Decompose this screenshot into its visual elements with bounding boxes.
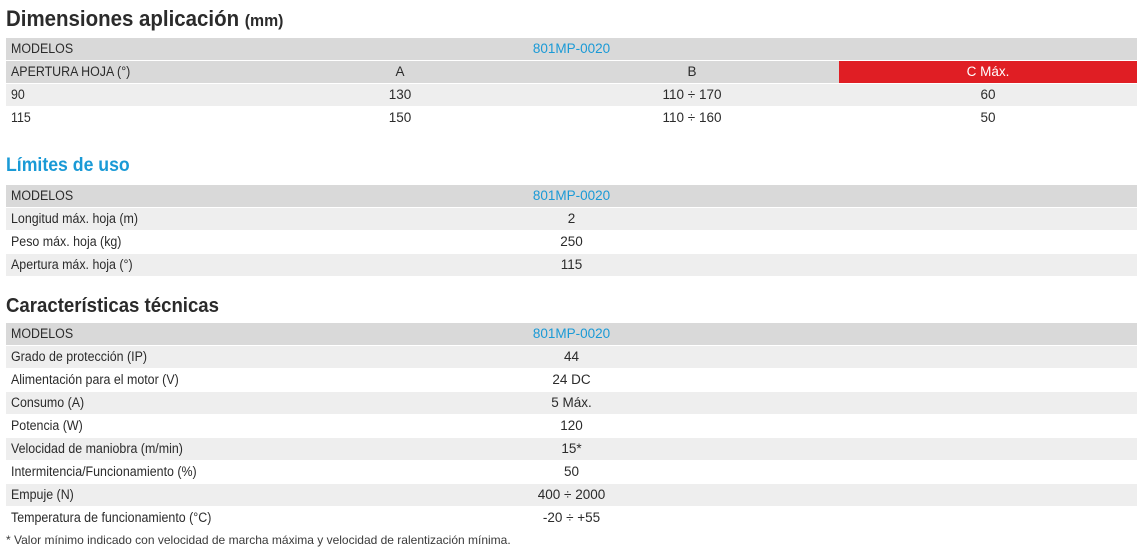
caracteristicas-row-6-value: 50: [563, 464, 580, 479]
dimensiones-row-1-b: 110 ÷ 170: [662, 87, 722, 102]
footnote: * Valor mínimo indicado con velocidad de marcha máxima y velocidad de ralentización mínima.: [6, 533, 511, 547]
caracteristicas-row-4-value: 120: [560, 418, 583, 433]
dimensiones-subheader-row: [6, 61, 1137, 83]
limites-header-row: [6, 185, 1137, 207]
limites-row-3-value: 115: [560, 257, 583, 272]
dimensiones-row-1-label: 90: [11, 87, 25, 102]
caracteristicas-row-5-value: 15*: [561, 441, 582, 456]
dimensiones-header-row: [6, 38, 1137, 60]
caracteristicas-row-1-value: 44: [563, 349, 580, 364]
limites-row-1: [6, 208, 1137, 230]
caracteristicas-row-3-label: Consumo (A): [11, 395, 85, 410]
dimensiones-col-a: A: [395, 64, 405, 79]
dimensiones-col-b: B: [687, 64, 697, 79]
dimensiones-row-2-b: 110 ÷ 160: [662, 110, 722, 125]
caracteristicas-row-7-value: 400 ÷ 2000: [537, 487, 606, 502]
caracteristicas-row-5: [6, 438, 1137, 460]
limites-header-model: 801MP-0020: [532, 188, 611, 203]
dimensiones-title-unit: (mm): [244, 11, 284, 30]
limites-row-2-value: 250: [560, 234, 583, 249]
dimensiones-title-text: Dimensiones aplicación: [6, 6, 240, 31]
caracteristicas-header-row: [6, 323, 1137, 345]
caracteristicas-row-4-label: Potencia (W): [11, 418, 83, 433]
caracteristicas-row-8-label: Temperatura de funcionamiento (°C): [11, 510, 212, 525]
limites-title: Límites de uso: [6, 155, 130, 176]
caracteristicas-row-4: [6, 415, 1137, 437]
caracteristicas-row-1: [6, 346, 1137, 368]
dimensiones-header-model: 801MP-0020: [532, 41, 611, 56]
limites-row-2: [6, 231, 1137, 253]
limites-row-2-label: Peso máx. hoja (kg): [11, 234, 122, 249]
limites-header-label: MODELOS: [11, 188, 74, 203]
dimensiones-subheader-label-text: APERTURA HOJA (°): [11, 64, 131, 79]
caracteristicas-header-model: 801MP-0020: [532, 326, 611, 341]
caracteristicas-row-6-label: Intermitencia/Funcionamiento (%): [11, 464, 197, 479]
dimensiones-row-2: [6, 107, 1137, 129]
dimensiones-row-1-a: 130: [388, 87, 412, 102]
dimensiones-row-1: [6, 84, 1137, 106]
caracteristicas-row-2-value: 24 DC: [552, 372, 591, 387]
limites-row-3-label: Apertura máx. hoja (°): [11, 257, 133, 272]
dimensiones-row-2-label: 115: [11, 110, 31, 125]
dimensiones-row-2-a: 150: [388, 110, 412, 125]
caracteristicas-row-8: [6, 507, 1137, 529]
caracteristicas-title: Características técnicas: [6, 295, 220, 317]
dimensiones-col-c: C Máx.: [839, 61, 1137, 83]
dimensiones-row-2-c: 50: [980, 110, 996, 125]
caracteristicas-row-1-label: Grado de protección (IP): [11, 349, 148, 364]
limites-row-1-value: 2: [567, 211, 576, 226]
limites-row-3: [6, 254, 1137, 276]
caracteristicas-row-2: [6, 369, 1137, 391]
dimensiones-title: [6, 4, 283, 36]
caracteristicas-row-3-value: 5 Máx.: [551, 395, 592, 410]
limites-row-1-label: Longitud máx. hoja (m): [11, 211, 139, 226]
dimensiones-header-label: MODELOS: [11, 41, 74, 56]
caracteristicas-row-7-label: Empuje (N): [11, 487, 74, 502]
caracteristicas-row-5-label: Velocidad de maniobra (m/min): [11, 441, 183, 456]
caracteristicas-header-label: MODELOS: [11, 326, 74, 341]
caracteristicas-row-2-label: Alimentación para el motor (V): [11, 372, 179, 387]
dimensiones-row-1-c: 60: [980, 87, 996, 102]
caracteristicas-row-6: [6, 461, 1137, 483]
caracteristicas-row-7: [6, 484, 1137, 506]
caracteristicas-row-3: [6, 392, 1137, 414]
caracteristicas-row-8-value: -20 ÷ +55: [542, 510, 601, 525]
